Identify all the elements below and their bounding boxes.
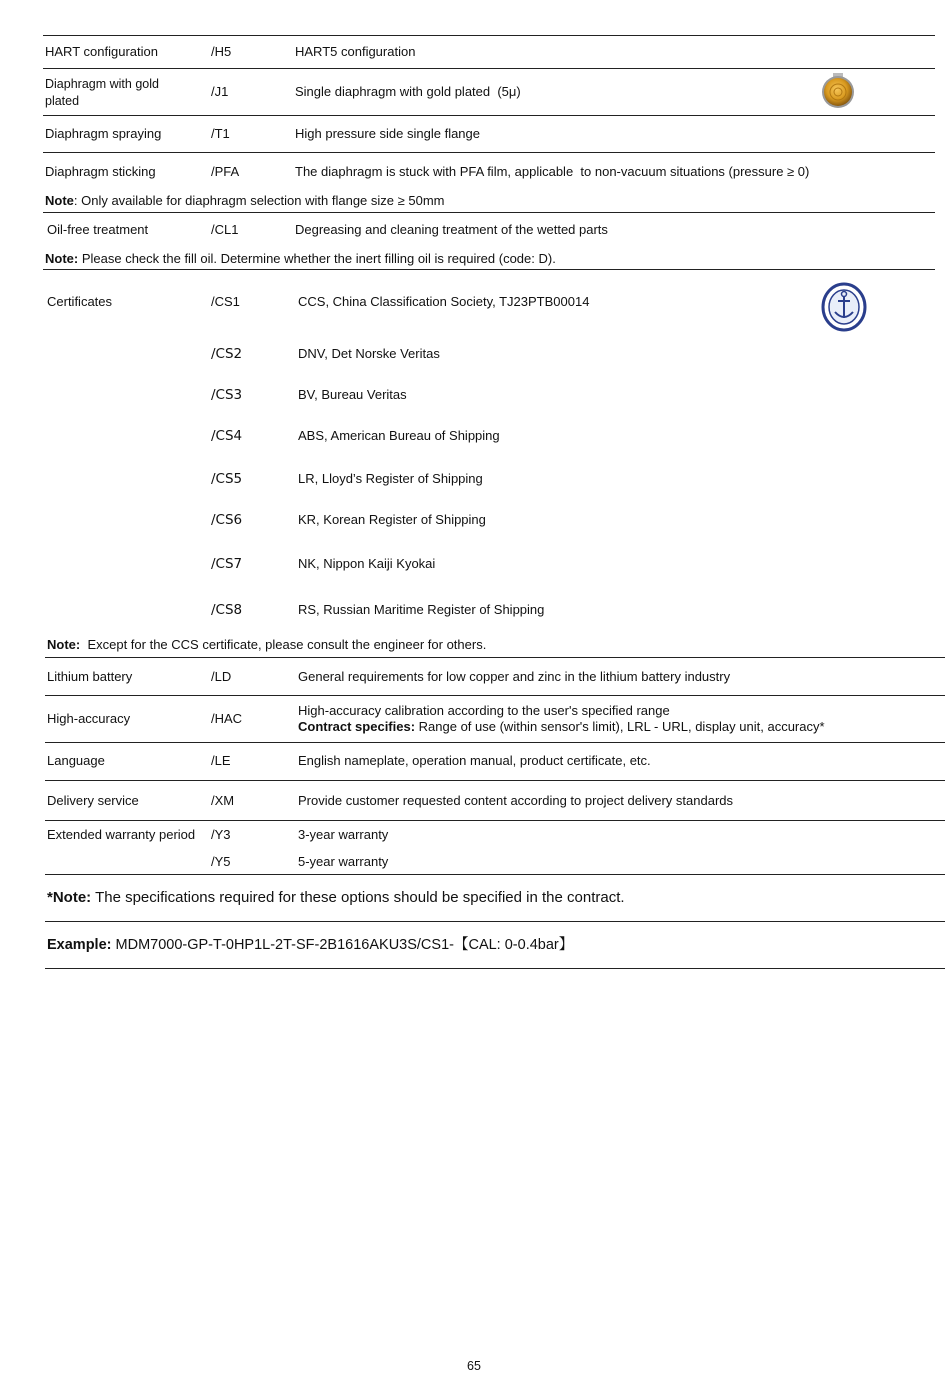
note (47, 637, 486, 653)
note (45, 251, 556, 267)
option-code: /Y5 (211, 854, 231, 869)
option-code: /J1 (211, 84, 229, 99)
option-desc (298, 719, 825, 735)
option-name: Diaphragm sticking (45, 164, 156, 179)
option-desc: General requirements for low copper and zinc in the lithium battery industry (298, 669, 731, 684)
option-desc: CCS, China Classification Society, TJ23PTB00014 (298, 294, 590, 309)
option-desc: DNV, Det Norske Veritas (298, 346, 440, 361)
option-code: /T1 (211, 126, 230, 141)
option-code: /XM (211, 793, 235, 808)
contract-label: Contract specifies: (298, 719, 416, 734)
option-code: /CS7 (211, 556, 243, 572)
option-name: Extended warranty period (47, 827, 196, 842)
option-name: Certificates (47, 294, 113, 309)
example-text: MDM7000-GP-T-0HP1L-2T-SF-2B1616AKU3S/CS1-【CAL: 0-0.4bar】 (111, 937, 574, 953)
table-rule (43, 212, 935, 213)
example-label: Example: (47, 937, 112, 953)
option-desc: KR, Korean Register of Shipping (298, 512, 486, 527)
note-label: Note: (45, 251, 79, 266)
table-rule (45, 695, 945, 696)
option-name: Language (47, 753, 105, 768)
option-name: Delivery service (47, 793, 139, 808)
table-rule (43, 269, 935, 270)
note-label: Note (45, 193, 74, 208)
option-desc: 5-year warranty (298, 854, 389, 869)
option-code: /CS2 (211, 346, 243, 362)
option-name: plated (45, 94, 80, 108)
option-desc: BV, Bureau Veritas (298, 387, 407, 402)
option-code: /HAC (211, 711, 243, 726)
option-desc: Degreasing and cleaning treatment of the wetted parts (295, 222, 608, 237)
ccs-seal-image (821, 282, 867, 332)
example (47, 936, 573, 954)
table-rule (45, 968, 945, 969)
option-desc: NK, Nippon Kaiji Kyokai (298, 556, 436, 571)
option-code: /Y3 (211, 827, 231, 842)
option-desc: RS, Russian Maritime Register of Shipping (298, 602, 545, 617)
option-name: Diaphragm with gold (45, 77, 159, 91)
option-desc: The diaphragm is stuck with PFA film, applicable to non-vacuum situations (pressure ≥ 0) (295, 164, 810, 179)
note-text: Except for the CCS certificate, please consult the engineer for others. (80, 637, 487, 652)
option-code: /CS8 (211, 602, 243, 618)
gold-diaphragm-image (820, 73, 856, 109)
table-rule (43, 68, 935, 69)
note-label: Note: (47, 637, 81, 652)
option-desc: HART5 configuration (295, 44, 416, 59)
option-name: HART configuration (45, 44, 158, 59)
table-rule (45, 657, 945, 658)
option-code: /CS5 (211, 471, 243, 487)
table-rule (43, 152, 935, 153)
note-text: Please check the fill oil. Determine whether the inert filling oil is required (code: D). (78, 251, 556, 266)
note-text: The specifications required for these options should be specified in the contract. (91, 889, 625, 906)
option-desc: Single diaphragm with gold plated (5μ) (295, 84, 521, 99)
option-code: /LE (211, 753, 231, 768)
option-name: Diaphragm spraying (45, 126, 162, 141)
table-rule (45, 742, 945, 743)
note-label: *Note: (47, 889, 92, 906)
option-name: Oil-free treatment (47, 222, 149, 237)
option-desc: ABS, American Bureau of Shipping (298, 428, 500, 443)
option-desc: English nameplate, operation manual, product certificate, etc. (298, 753, 651, 768)
option-code: /CS1 (211, 294, 240, 309)
note (47, 889, 625, 907)
table-rule (43, 115, 935, 116)
option-name: Lithium battery (47, 669, 133, 684)
table-rule (45, 820, 945, 821)
option-code: /CS4 (211, 428, 243, 444)
table-rule (43, 35, 935, 36)
option-code: /LD (211, 669, 232, 684)
option-code: /CS3 (211, 387, 243, 403)
option-code: /CL1 (211, 222, 239, 237)
note (45, 193, 444, 209)
option-desc: 3-year warranty (298, 827, 389, 842)
option-name: High-accuracy (47, 711, 131, 726)
option-code: /PFA (211, 164, 240, 179)
option-desc: High pressure side single flange (295, 126, 480, 141)
page-number: 65 (467, 1359, 481, 1373)
option-desc: LR, Lloyd’s Register of Shipping (298, 471, 483, 486)
option-code: /H5 (211, 44, 232, 59)
table-rule (45, 921, 945, 922)
option-code: /CS6 (211, 512, 243, 528)
option-desc: High-accuracy calibration according to the user's specified range (298, 703, 670, 718)
table-rule (45, 780, 945, 781)
contract-text: Range of use (within sensor's limit), LRL - URL, display unit, accuracy* (415, 719, 825, 734)
option-desc: Provide customer requested content according to project delivery standards (298, 793, 734, 808)
table-rule (45, 874, 945, 875)
note-text: : Only available for diaphragm selection with flange size ≥ 50mm (73, 193, 445, 208)
